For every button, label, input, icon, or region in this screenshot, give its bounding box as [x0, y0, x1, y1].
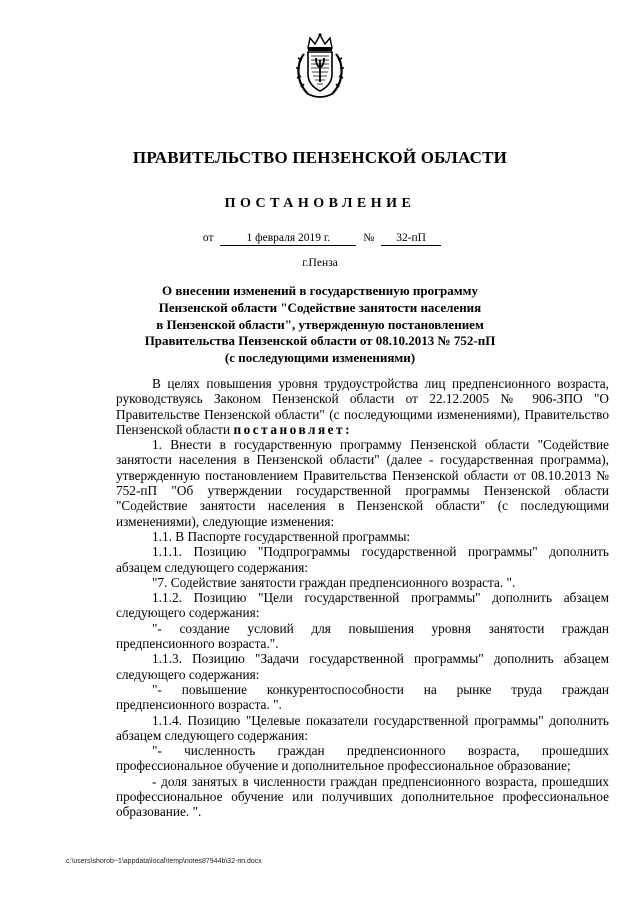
paragraph-1-1-3-text: "- повышение конкурентоспособности на рынке труда граждан предпенсионного возраста. ". [116, 681, 609, 713]
subject-line: (с последующими изменениями) [224, 350, 416, 366]
subject-line: Пензенской области "Содействие занятости населения [158, 299, 482, 315]
document-type: ПОСТАНОВЛЕНИЕ [224, 196, 416, 211]
government-title: ПРАВИТЕЛЬСТВО ПЕНЗЕНСКОЙ ОБЛАСТИ [132, 148, 508, 167]
date-prefix: от [202, 232, 214, 244]
paragraph-1-1-4-text-1: "- численность граждан предпенсионного возраста, прошедших профессиональное обучение и дополнительное профессиональное образование; [116, 743, 609, 774]
paragraph-1: 1. Внести в государственную программу Пензенской области "Содействие занятости населения в Пензенской области" (далее - государственная программа), утвержденную постановлением Правительства Пензенской области от 08.10.2013 № 752-пП "Об утверждении государственной программы Пензенской области "Содействие занятости населения в Пензенской области" (с последующими изменениями), следующие изменения: [116, 437, 609, 529]
subject-line: О внесении изменений в государственную программу [162, 283, 478, 298]
file-path-footer: c:\users\shorob~1\appdata\local\temp\notes87944b\32-пп.docx [66, 858, 262, 865]
date-number-line [0, 232, 640, 246]
document-subject [110, 283, 530, 367]
paragraph-1-1-2-text: "- создание условий для повышения уровня занятости граждан предпенсионного возраста.". [116, 620, 609, 652]
paragraph-1-1-1-text: "7. Содействие занятости граждан предпенсионного возраста. ". [152, 574, 516, 590]
subject-line: Правительства Пензенской области от 08.10.2013 № 752-пП [144, 333, 496, 349]
paragraph-1-1: 1.1. В Паспорте государственной программы: [152, 528, 411, 544]
paragraph-1-1-4: 1.1.4. Позицию "Целевые показатели государственной программы" дополнить абзацем следующего содержания: [116, 712, 609, 743]
coat-of-arms-icon [294, 32, 346, 100]
document-body [116, 376, 609, 820]
city: г.Пенза [302, 257, 338, 269]
paragraph-1-1-3: 1.1.3. Позицию "Задачи государственной программы" дополнить абзацем следующего содержания: [116, 651, 609, 682]
paragraph-1-1-4-text-2: - доля занятых в численности граждан предпенсионного возраста, прошедших профессиональное обучение или получивших дополнительное профессиональное образование. ". [116, 773, 609, 820]
paragraph-1-1-2: 1.1.2. Позицию "Цели государственной программы" дополнить абзацем следующего содержания: [116, 590, 609, 621]
resolves-word: постановляет: [233, 421, 353, 437]
document-number: 32-пП [381, 232, 441, 246]
intro-text: В целях повышения уровня трудоустройства лиц предпенсионного возраста, руководствуясь Законом Пензенской области от 22.12.2005 № 906-ЗПО "О Правительстве Пензенской области" (с последующими изменениями), Правительство Пензенской области [116, 376, 609, 437]
paragraph-1-1-1: 1.1.1. Позицию "Подпрограммы государственной программы" дополнить абзацем следующего содержания: [116, 544, 609, 575]
number-label: № [363, 232, 375, 244]
document-date: 1 февраля 2019 г. [220, 232, 356, 246]
subject-line: в Пензенской области", утвержденную постановлением [156, 316, 484, 332]
intro-paragraph [116, 376, 609, 437]
